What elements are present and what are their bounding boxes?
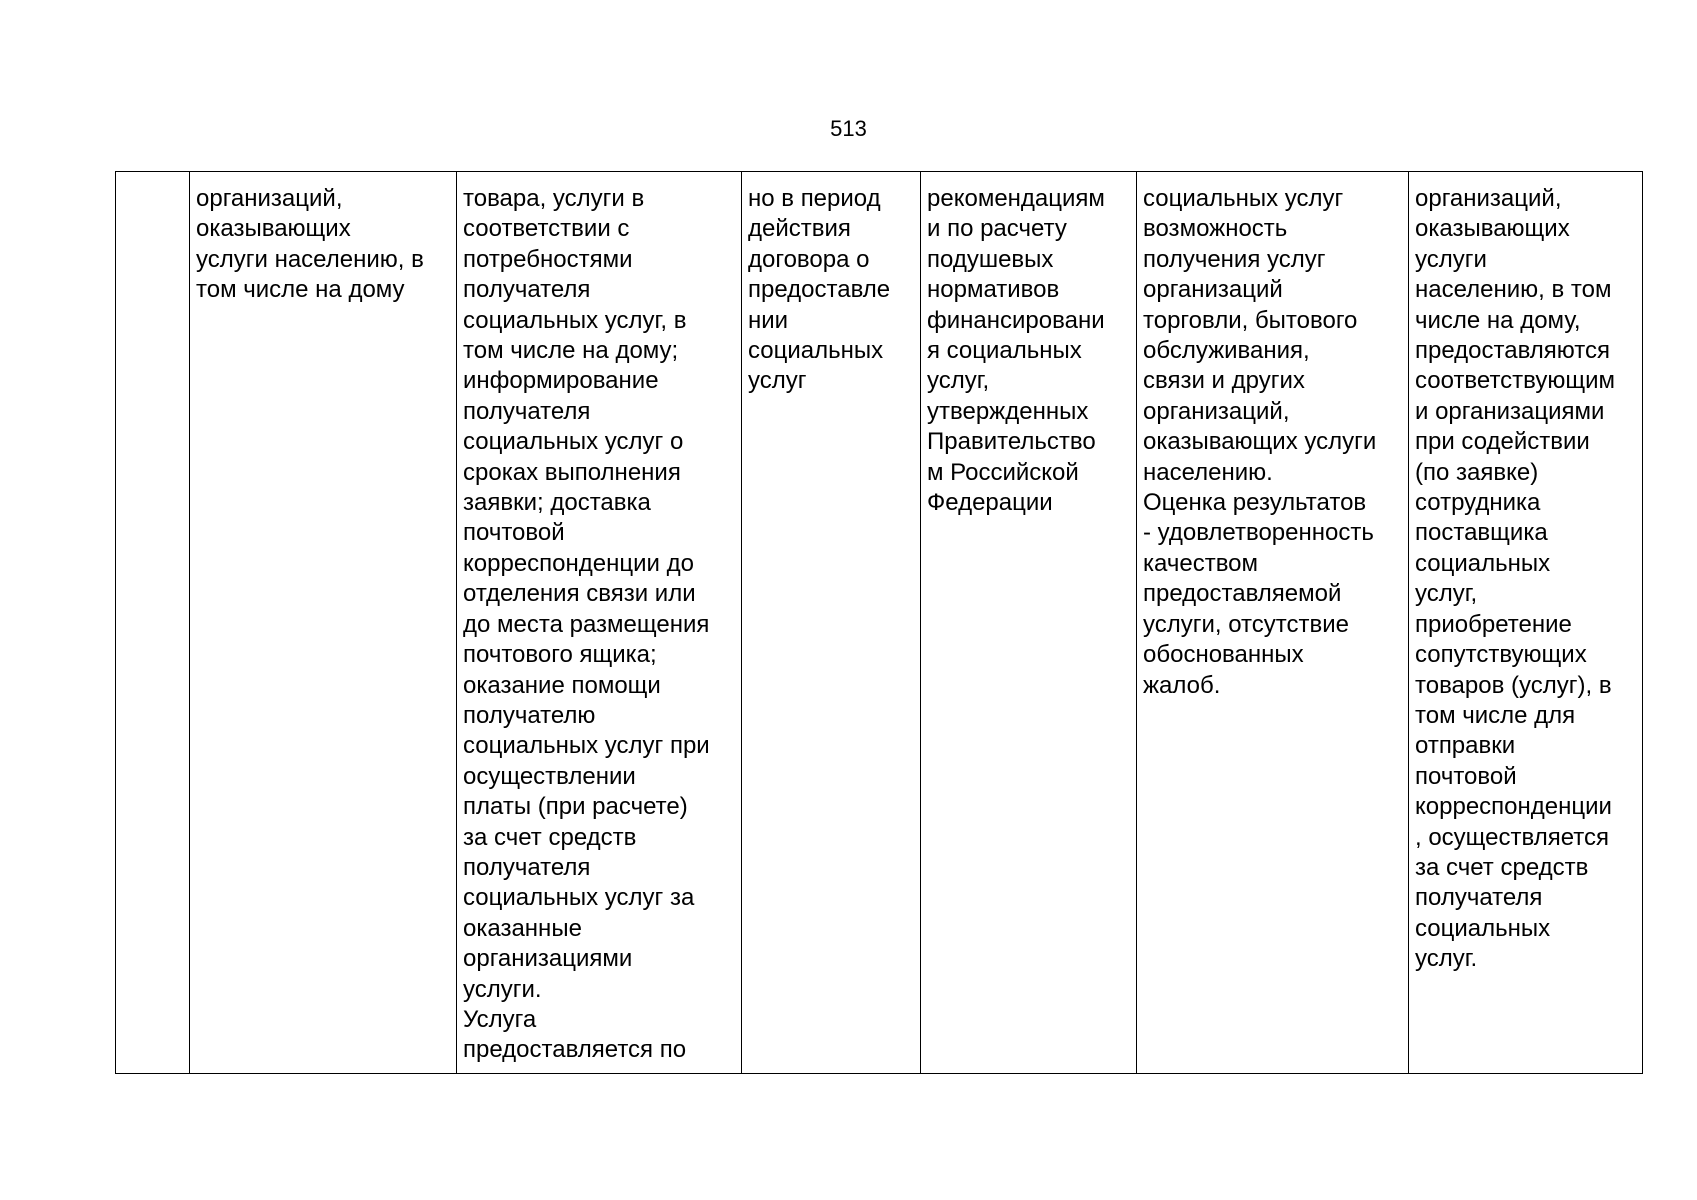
cell-text-line: социальных услуг при	[463, 732, 710, 760]
cell-text-line: соответствующим	[1415, 367, 1616, 395]
cell-text-line: информирование	[463, 367, 659, 395]
cell-text-line: организаций	[1143, 276, 1283, 304]
cell-text-line: поставщика	[1415, 519, 1548, 547]
cell-text-line: социальных	[748, 337, 884, 365]
cell-text-line: товара, услуги в	[463, 185, 645, 212]
cell-text-line: утвержденных	[927, 397, 1089, 425]
cell-text-line: потребностями	[463, 245, 633, 273]
cell-text-line: нии	[748, 306, 789, 334]
table-cell-service-description	[457, 172, 742, 1074]
cell-text-line: но в период	[748, 185, 881, 212]
table-cell-organizations	[190, 172, 457, 1074]
cell-text-line: услуги.	[463, 975, 542, 1003]
cell-text-line: услуг,	[927, 367, 990, 395]
cell-text-line: я социальных	[927, 337, 1082, 365]
cell-text-line: услуги	[1415, 245, 1487, 273]
cell-text-line: оказанные	[463, 914, 582, 942]
cell-text-line: и организациями	[1415, 397, 1605, 425]
cell-text-line: торговли, бытового	[1143, 306, 1358, 334]
cell-text-line: услуги населению, в	[196, 245, 424, 273]
cell-text-line: почтовой	[1415, 762, 1517, 790]
cell-text-line: почтового ящика;	[463, 641, 657, 669]
cell-text-line: почтовой	[463, 519, 565, 547]
cell-text-line: при содействии	[1415, 428, 1590, 456]
cell-text-line: обоснованных	[1143, 641, 1304, 669]
cell-text-line: - удовлетворенность	[1143, 519, 1374, 547]
cell-text-line: услуг	[748, 367, 807, 395]
cell-text-line: социальных услуг о	[463, 428, 684, 456]
cell-text-line: (по заявке)	[1415, 458, 1539, 486]
cell-text-line: социальных услуг за	[463, 884, 695, 912]
cell-text-line: Правительство	[927, 428, 1096, 456]
cell-text-line: за счет средств	[463, 823, 637, 851]
cell-text-line: предоставле	[748, 276, 891, 304]
page-number: 513	[830, 116, 867, 141]
cell-text-line: населению.	[1143, 458, 1273, 486]
cell-text-line: Услуга	[463, 1005, 537, 1033]
cell-text-line: получателя	[1415, 884, 1543, 912]
cell-text-line: Федерации	[927, 489, 1053, 517]
cell-text-line: заявки; доставка	[463, 489, 651, 517]
table-cell-quality-indicators	[1137, 172, 1409, 1074]
cell-text-line: обслуживания,	[1143, 337, 1310, 365]
cell-text-line: договора о	[748, 245, 870, 273]
cell-text-line: предоставляется по	[463, 1036, 687, 1064]
cell-text-line: сотрудника	[1415, 489, 1541, 517]
cell-text-line: предоставляемой	[1143, 580, 1342, 608]
cell-text-line: услуги, отсутствие	[1143, 610, 1349, 638]
cell-text-line: , осуществляется	[1415, 823, 1609, 851]
cell-text-line: м Российской	[927, 458, 1079, 486]
cell-text-line: организаций,	[1415, 185, 1562, 212]
cell-text-line: платы (при расчете)	[463, 793, 688, 821]
cell-text-line: оказание помощи	[463, 671, 661, 699]
cell-text-line: качеством	[1143, 549, 1259, 577]
cell-text-line: осуществлении	[463, 762, 636, 790]
cell-text-line: подушевых	[927, 245, 1054, 273]
cell-text-line: организаций,	[1143, 397, 1290, 425]
cell-text-line: приобретение	[1415, 610, 1572, 638]
cell-text-line: оказывающих услуги	[1143, 428, 1377, 456]
cell-text-line: возможность	[1143, 215, 1288, 243]
cell-text-line: оказывающих	[1415, 215, 1570, 243]
cell-text-line: социальных услуг	[1143, 185, 1344, 212]
cell-text-line: социальных	[1415, 914, 1551, 942]
table-cell-provision-period	[742, 172, 921, 1074]
cell-text-line: получателю	[463, 701, 596, 729]
cell-text-line: корреспонденции	[1415, 793, 1612, 821]
cell-text-line: организациями	[463, 945, 633, 973]
cell-text-line: действия	[748, 215, 851, 243]
cell-text-line: социальных	[1415, 549, 1551, 577]
cell-text-line: предоставляются	[1415, 337, 1610, 365]
cell-text-line: услуг.	[1415, 945, 1478, 973]
cell-text-line: товаров (услуг), в	[1415, 671, 1612, 699]
cell-text-line: и по расчету	[927, 215, 1067, 243]
cell-text-line: сроках выполнения	[463, 458, 681, 486]
cell-text-line: нормативов	[927, 276, 1060, 304]
cell-text-line: социальных услуг, в	[463, 306, 687, 334]
cell-text-line: рекомендациям	[927, 185, 1105, 212]
cell-text-line: корреспонденции до	[463, 549, 694, 577]
cell-text-line: отделения связи или	[463, 580, 696, 608]
table-cell-number	[116, 172, 190, 1074]
cell-text-line: отправки	[1415, 732, 1516, 760]
cell-text-line: Оценка результатов	[1143, 489, 1367, 517]
cell-text-line: за счет средств	[1415, 853, 1589, 881]
cell-text-line: получения услуг	[1143, 245, 1326, 273]
table-cell-provision-conditions	[1409, 172, 1643, 1074]
cell-text-line: получателя	[463, 276, 591, 304]
cell-text-line: соответствии с	[463, 215, 630, 243]
cell-text-line: финансировани	[927, 306, 1105, 334]
cell-text-line: том числе на дому;	[463, 337, 679, 365]
cell-text-line: числе на дому,	[1415, 306, 1581, 334]
cell-text-line: населению, в том	[1415, 276, 1612, 304]
cell-text-line: организаций,	[196, 185, 343, 212]
cell-text-line: услуг,	[1415, 580, 1478, 608]
table-row	[116, 172, 1643, 1074]
cell-text-line: оказывающих	[196, 215, 351, 243]
table-cell-financing-norms	[921, 172, 1137, 1074]
cell-text-line: том числе для	[1415, 701, 1576, 729]
services-table	[115, 171, 1643, 1074]
cell-text-line: получателя	[463, 853, 591, 881]
cell-text-line: связи и других	[1143, 367, 1305, 395]
cell-text-line: до места размещения	[463, 610, 710, 638]
cell-text-line: получателя	[463, 397, 591, 425]
cell-text-line: сопутствующих	[1415, 641, 1587, 669]
cell-text-line: том числе на дому	[196, 276, 405, 304]
cell-text-line: жалоб.	[1143, 671, 1221, 699]
